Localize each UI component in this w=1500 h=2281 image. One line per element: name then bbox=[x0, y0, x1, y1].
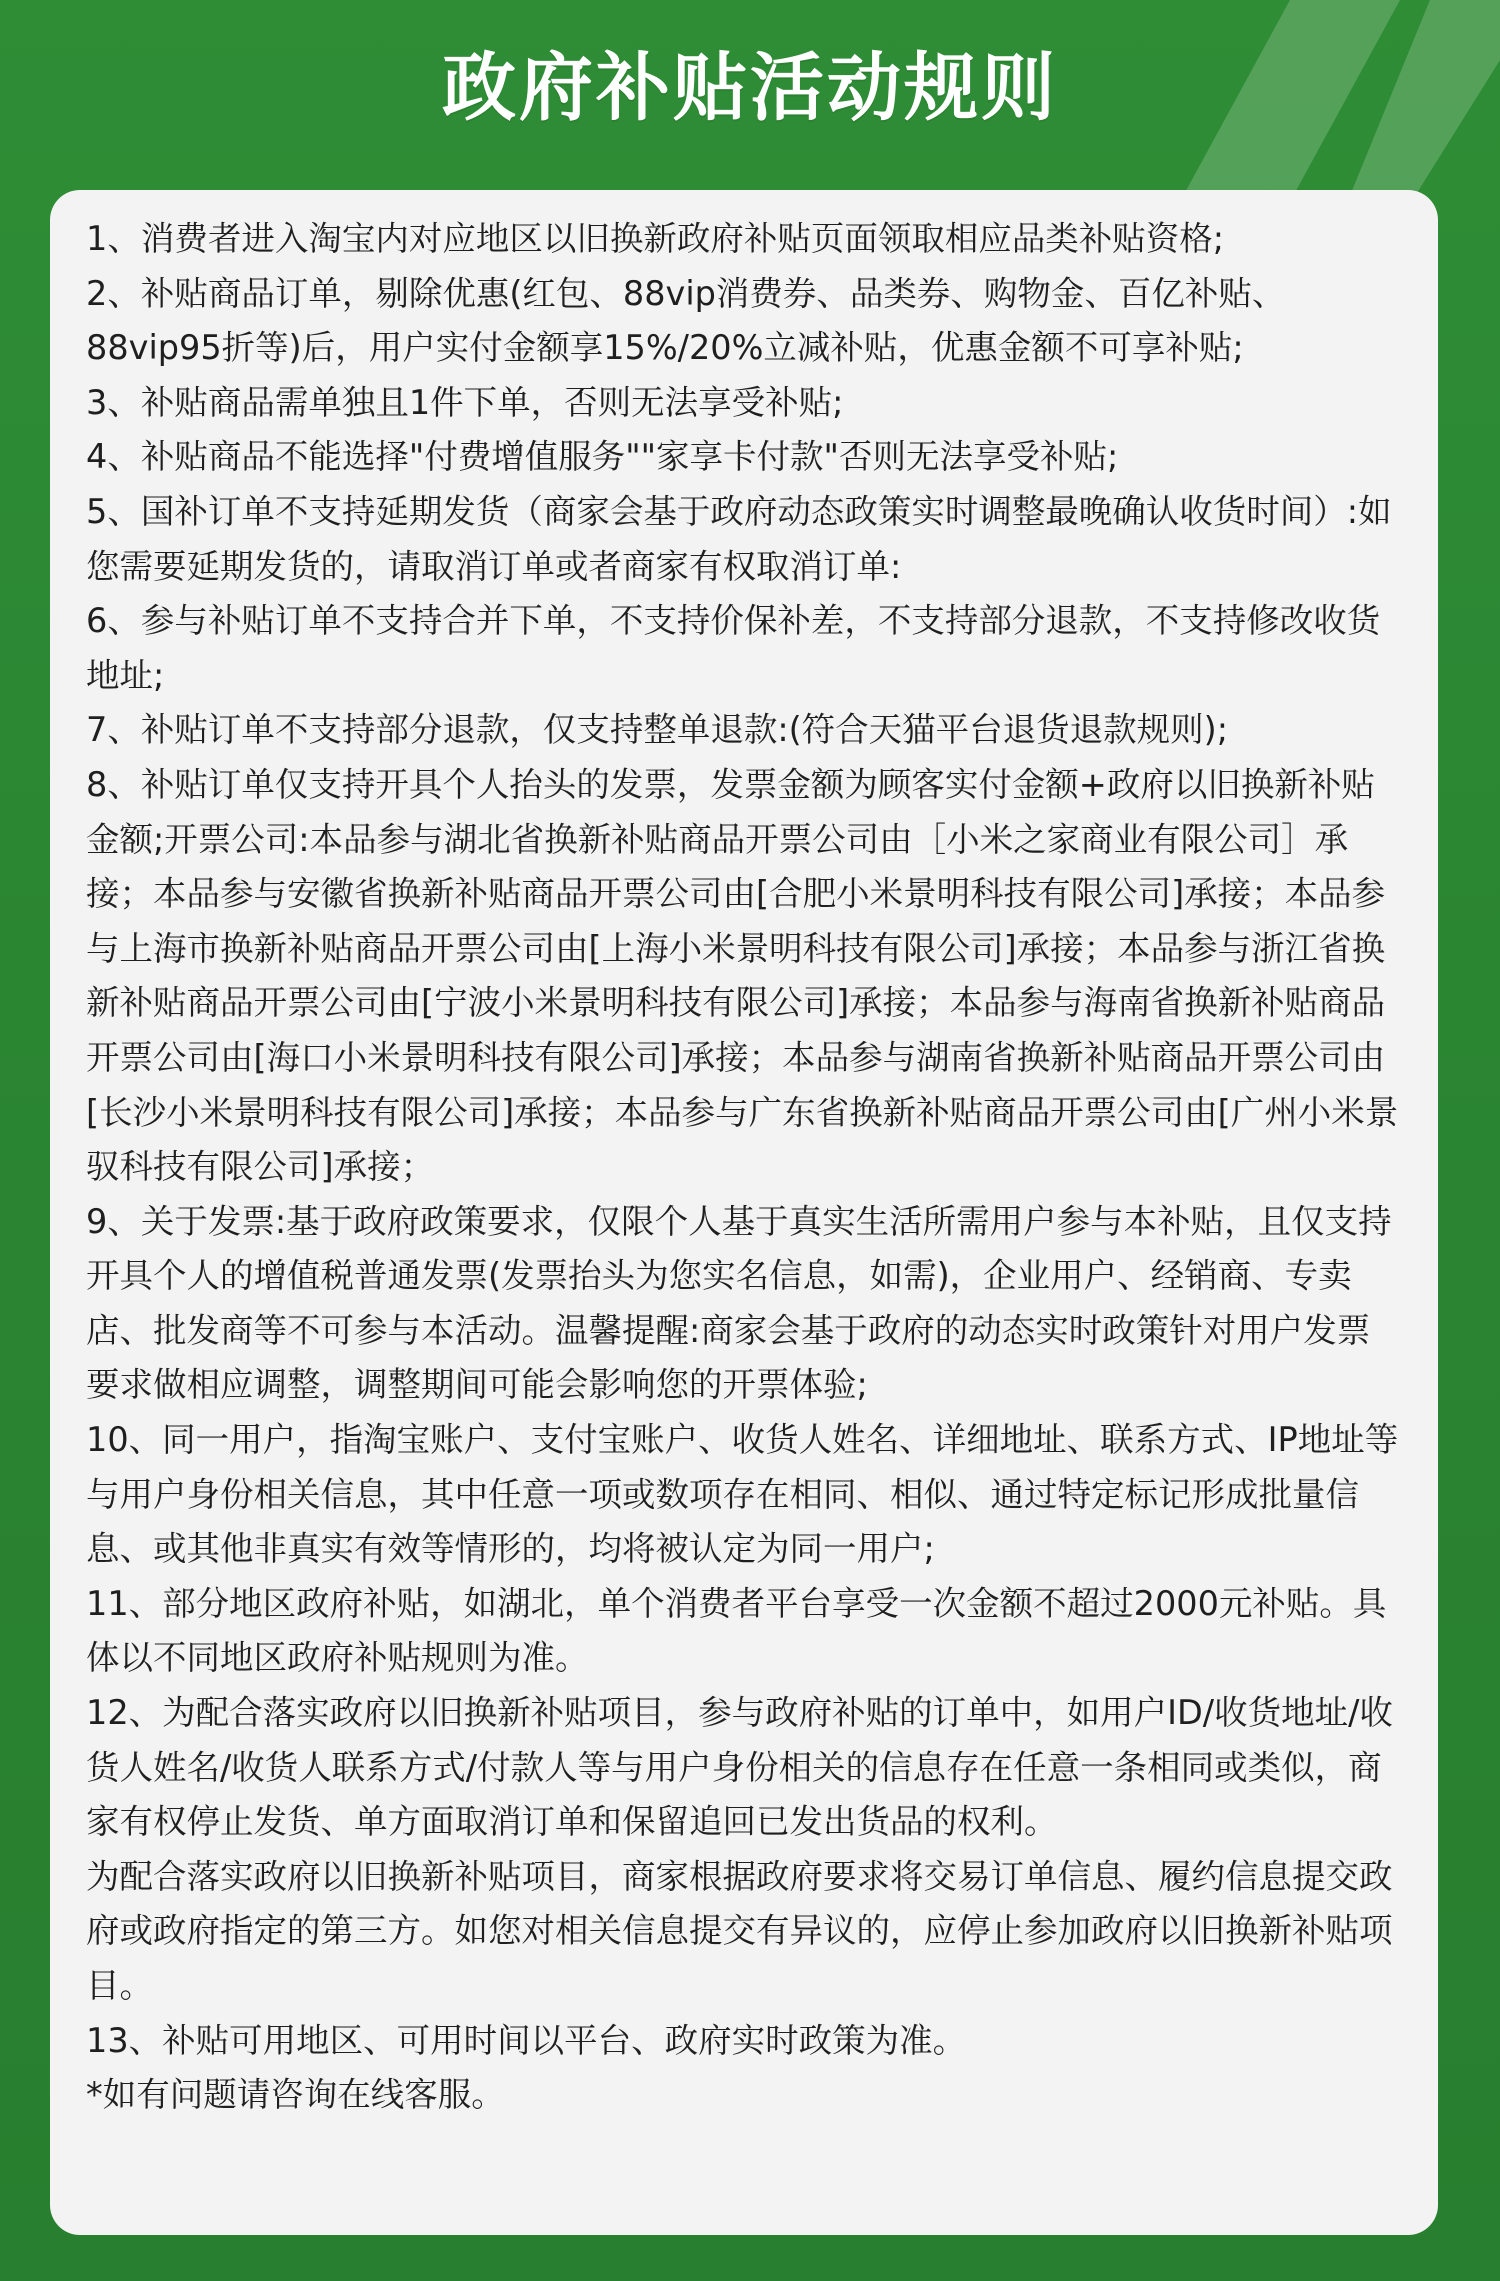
rule-item: 1、消费者进入淘宝内对应地区以旧换新政府补贴页面领取相应品类补贴资格; bbox=[86, 219, 1225, 258]
rules-panel bbox=[50, 190, 1438, 2235]
rule-item: 8、补贴订单仅支持开具个人抬头的发票，发票金额为顾客实付金额+政府以旧换新补贴金额;开票公司:本品参与湖北省换新补贴商品开票公司由［小米之家商业有限公司］承接；本品参与安徽省换新补贴商品开票公司由[合肥小米景明科技有限公司]承接；本品参与上海市换新补贴商品开票公司由[上海小米景明科技有限公司]承接；本品参与浙江省换新补贴商品开票公司由[宁波小米景明科技有限公司]承接；本品参与海南省换新补贴商品开票公司由[海口小米景明科技有限公司]承接；本品参与湖南省换新补贴商品开票公司由[长沙小米景明科技有限公司]承接；本品参与广东省换新补贴商品开票公司由[广州小米景驭科技有限公司]承接； bbox=[86, 764, 1399, 1187]
page-title: 政府补贴活动规则 bbox=[442, 45, 1058, 131]
rule-item: 7、补贴订单不支持部分退款，仅支持整单退款:(符合天猫平台退货退款规则); bbox=[86, 710, 1229, 750]
footer-note: *如有问题请咨询在线客服。 bbox=[86, 2075, 505, 2115]
rule-item: 为配合落实政府以旧换新补贴项目，商家根据政府要求将交易订单信息、履约信息提交政府或政府指定的第三方。如您对相关信息提交有异议的，应停止参加政府以旧换新补贴项目。 bbox=[86, 1856, 1393, 2005]
rule-item: 2、补贴商品订单，剔除优惠(红包、88vip消费券、品类券、购物金、百亿补贴、88vip95折等)后，用户实付金额享15%/20%立减补贴，优惠金额不可享补贴; bbox=[86, 273, 1286, 368]
rule-item: 6、参与补贴订单不支持合并下单，不支持价保补差，不支持部分退款，不支持修改收货地址; bbox=[86, 601, 1381, 695]
rules-list bbox=[86, 212, 1402, 2123]
rule-item: 4、补贴商品不能选择"付费增值服务""家享卡付款"否则无法享受补贴; bbox=[86, 437, 1119, 477]
rule-item: 10、同一用户，指淘宝账户、支付宝账户、收货人姓名、详细地址、联系方式、IP地址等与用户身份相关信息，其中任意一项或数项存在相同、相似、通过特定标记形成批量信息、或其他非真实有效等情形的，均将被认定为同一用户; bbox=[86, 1420, 1399, 1569]
rule-item: 12、为配合落实政府以旧换新补贴项目，参与政府补贴的订单中，如用户ID/收货地址/收货人姓名/收货人联系方式/付款人等与用户身份相关的信息存在任意一条相同或类似，商家有权停止发货、单方面取消订单和保留追回已发出货品的权利。 bbox=[86, 1693, 1393, 1842]
rule-item: 3、补贴商品需单独且1件下单，否则无法享受补贴; bbox=[86, 382, 844, 422]
rule-item: 11、部分地区政府补贴，如湖北，单个消费者平台享受一次金额不超过2000元补贴。具体以不同地区政府补贴规则为准。 bbox=[86, 1583, 1387, 1678]
rule-item: 13、补贴可用地区、可用时间以平台、政府实时政策为准。 bbox=[86, 2020, 967, 2060]
rule-item: 9、关于发票:基于政府政策要求，仅限个人基于真实生活所需用户参与本补贴，且仅支持开具个人的增值税普通发票(发票抬头为您实名信息，如需)，企业用户、经销商、专卖店、批发商等不可参与本活动。温馨提醒:商家会基于政府的动态实时政策针对用户发票要求做相应调整，调整期间可能会影响您的开票体验; bbox=[86, 1201, 1392, 1405]
rule-item: 5、国补订单不支持延期发货（商家会基于政府动态政策实时调整最晚确认收货时间）:如您需要延期发货的，请取消订单或者商家有权取消订单: bbox=[86, 491, 1392, 586]
